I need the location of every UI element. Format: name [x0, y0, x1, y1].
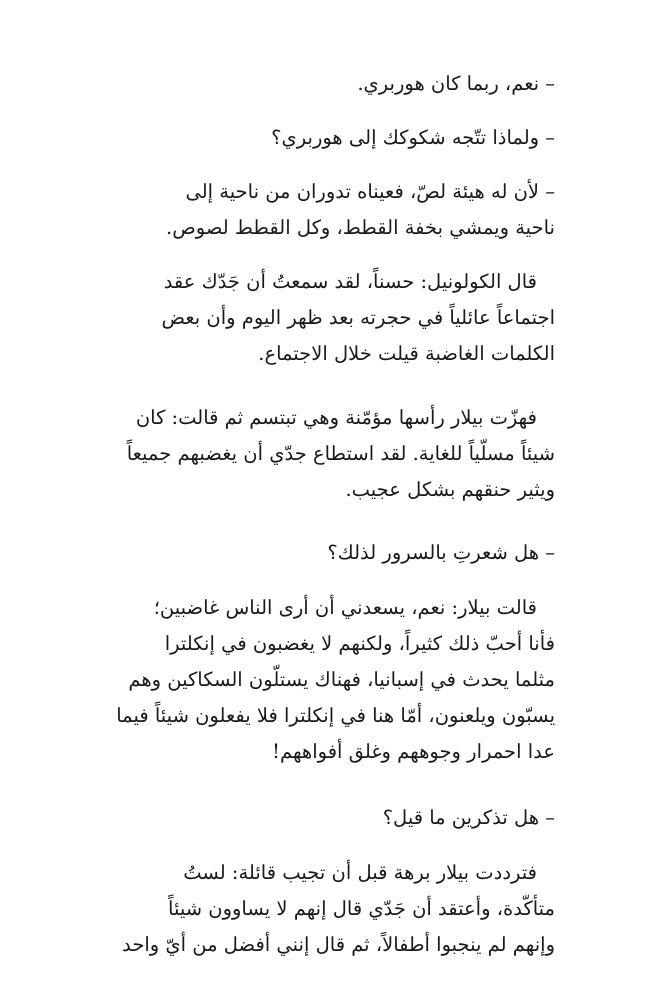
text-line: شيئاً مسلّياً للغاية. لقد استطاع جدّي أن يغضبهم جميعاً: [126, 442, 555, 465]
text-line: وإنهم لم ينجبوا أطفالاً، ثم قال إنني أفضل من أيّ واحد: [122, 933, 555, 956]
text-line: قال الكولونيل: حسناً، لقد سمعتُ أن جَدّك عقد: [163, 270, 537, 293]
text-line: فهزّت بيلار رأسها مؤمّنة وهي تبتسم ثم قالت: كان: [135, 406, 537, 429]
dialogue-paragraph-2: [95, 120, 555, 156]
dialogue-paragraph-4: [95, 535, 555, 571]
text-line: – نعم، ربما كان هوربري.: [357, 72, 555, 95]
text-line: فترددت بيلار برهة قبل أن تجيب قائلة: لستُ: [183, 861, 537, 884]
dialogue-paragraph-5: [95, 800, 555, 836]
dialogue-paragraph-3: [95, 174, 555, 246]
narrative-paragraph-2: [95, 400, 555, 508]
text-line: ناحية ويمشي بخفة القطط، وكل القطط لصوص.: [166, 216, 555, 239]
text-line: – هل تذكرين ما قيل؟: [382, 806, 555, 829]
text-line: ويثير حنقهم بشكل عجيب.: [345, 478, 555, 501]
text-line: مثلما يحدث في إسبانيا، فهناك يستلّون السكاكين وهم: [128, 668, 555, 691]
text-line: – هل شعرتِ بالسرور لذلك؟: [327, 541, 555, 564]
text-line: – ولماذا تتّجه شكوكك إلى هوربري؟: [271, 126, 555, 149]
narrative-paragraph-3: [95, 590, 555, 770]
text-line: الكلمات الغاضبة قيلت خلال الاجتماع.: [258, 342, 555, 365]
text-line: فأنا أحبّ ذلك كثيراً، ولكنهم لا يغضبون في إنكلترا: [164, 632, 555, 655]
text-line: عدا احمرار وجوههم وغلق أفواههم!: [272, 740, 555, 763]
text-line: قالت بيلار: نعم، يسعدني أن أرى الناس غاضبين؛: [153, 596, 537, 619]
text-line: يسبّون ويلعنون، أمّا هنا في إنكلترا فلا يفعلون شيئاً فيما: [116, 704, 555, 727]
text-line: – لأن له هيئة لصّ، فعيناه تدوران من ناحية إلى: [185, 180, 555, 203]
text-line: اجتماعاً عائلياً في حجرته بعد ظهر اليوم وأن بعض: [161, 306, 555, 329]
narrative-paragraph-1: [95, 264, 555, 372]
text-line: متأكّدة، وأعتقد أن جَدّي قال إنهم لا يساوون شيئاً: [168, 897, 555, 920]
dialogue-paragraph-1: [95, 66, 555, 102]
narrative-paragraph-4: [95, 855, 555, 963]
